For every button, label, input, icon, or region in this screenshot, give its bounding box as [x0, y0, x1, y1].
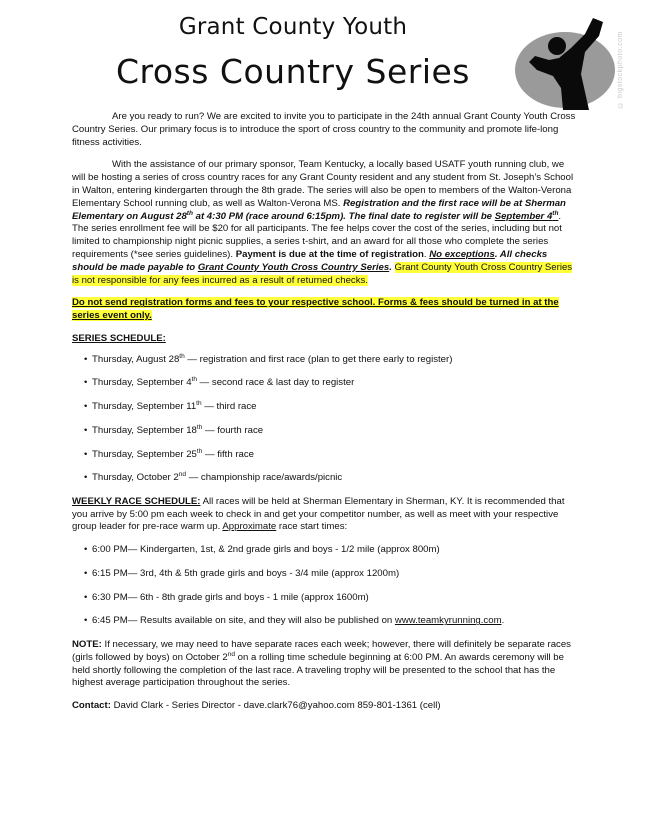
list-item: • Thursday, August 28th — registration and first race (plan to get there early to register) — [84, 352, 453, 365]
list-item: • Thursday, October 2nd — championship race/awards/picnic — [84, 471, 343, 484]
list-item: • 6:00 PM— Kindergarten, 1st, & 2nd grade girls and boys - 1/2 mile (approx 800m) — [84, 544, 440, 556]
list-item: • Thursday, September 18th — fourth race — [84, 423, 264, 436]
runner-logo — [515, 14, 615, 110]
list-item: • Thursday, September 11th — third race — [84, 400, 257, 413]
note-paragraph: NOTE: If necessary, we may need to have separate races each week; however, there will definitely be separate races (girls followed by boys) on October 2nd on a rolling time schedule beginning at 6:00 PM. An awards ceremony will be held shortly following the completion of the last race. A traveling trophy will be presented to the school that has the highest average participation throughout the series. — [72, 639, 571, 689]
details-paragraph: With the assistance of our primary sponsor, Team Kentucky, a locally based USATF youth running club, we will be hosting a series of cross country races for any Grant County resident and any student from St. Joseph’s School in Walton, entering kindergarten through the 8th grade. The series will also be open to members of the Walton-Verona Elementary School running club, as well as Walton-Verona MS. Registration and the first race will be at Sherman Elementary on August 28th at 4:30 PM (race around 6:15pm). The final date to register will be September 4th. The series enrollment fee will be $20 for all participants. The fee helps cover the cost of the series, including but not limited to championship night picnic supplies, a series t-shirt, and an award for all those who complete the series requirements (*see series guidelines). Payment is due at the time of registration. No exceptions. All checks should be made payable to Grant County Youth Cross Country Series. Grant County Youth Cross Country Series is not responsible for any fees incurred as a result of returned checks. — [72, 159, 574, 286]
title-line-1: Grant County Youth — [178, 14, 408, 40]
title-line-2: Cross Country Series — [115, 52, 471, 91]
contact-line: Contact: David Clark - Series Director - dave.clark76@yahoo.com 859-801-1361 (cell) — [72, 700, 441, 712]
list-item: • 6:30 PM— 6th - 8th grade girls and boys - 1 mile (approx 1600m) — [84, 591, 369, 603]
list-item: • 6:45 PM— Results available on site, and they will also be published on www.teamkyrunning.com. — [84, 615, 505, 627]
website-link[interactable]: www.teamkyrunning.com — [394, 615, 502, 627]
watermark-text: © bigstockphoto.com — [617, 31, 624, 108]
list-item: • 6:15 PM— 3rd, 4th & 5th grade girls and boys - 3/4 mile (approx 1200m) — [84, 567, 400, 579]
weekly-schedule-heading: WEEKLY RACE SCHEDULE: — [72, 495, 201, 507]
list-item: • Thursday, September 4th — second race & last day to register — [84, 376, 355, 389]
series-schedule-heading: SERIES SCHEDULE: — [72, 332, 166, 344]
weekly-schedule-paragraph: WEEKLY RACE SCHEDULE: All races will be held at Sherman Elementary in Sherman, KY. It is recommended that you arrive by 5:00 pm each week to check in and get your competitor number, as well as meet with your respective group leader for pre-race warm up. Approximate race start times: — [72, 495, 565, 533]
series-schedule-list — [72, 354, 576, 485]
weekly-schedule-list — [72, 544, 576, 628]
warning-note: Do not send registration forms and fees to your respective school. Forms & fees should be turned in at the series event only. — [72, 297, 559, 322]
list-item: • Thursday, September 25th — fifth race — [84, 447, 255, 460]
body-text — [72, 111, 576, 723]
returned-checks-note: Grant County Youth Cross Country Series is not responsible for any fees incurred as a result of returned checks. — [72, 261, 573, 286]
intro-paragraph: Are you ready to run? We are excited to invite you to participate in the 24th annual Grant County Youth Cross Country Series. Our primary focus is to introduce the sport of cross country to the community and promote life-long fitness activities. — [72, 111, 576, 148]
